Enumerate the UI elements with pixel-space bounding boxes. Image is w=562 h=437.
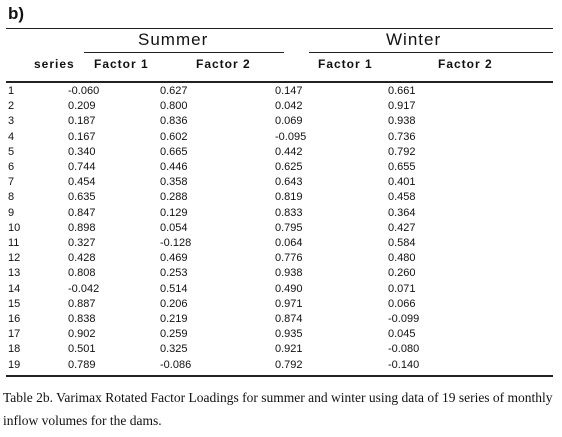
series-number: 8 [8,191,15,204]
summer-factor2-value: 0.800 [160,100,188,113]
winter-factor1-value: 0.833 [275,206,303,219]
table-row [8,221,553,236]
winter-factor1-header: Factor 1 [318,57,373,71]
winter-factor2-value: 0.792 [388,145,416,158]
table-caption: Table 2b. Varimax Rotated Factor Loadings for summer and winter using data of 19 series of monthly inflow volumes for the dams. [3,390,553,428]
table-row [8,175,553,190]
summer-factor1-value: -0.060 [68,85,100,97]
winter-factor1-value: 0.490 [275,282,303,295]
table-row [8,190,553,205]
summer-group-rule [84,52,284,53]
summer-factor2-header: Factor 2 [196,57,251,71]
winter-factor2-value: 0.917 [388,100,416,113]
winter-factor1-value: 0.625 [275,161,303,174]
table-row [8,160,553,175]
winter-factor1-value: 0.042 [275,100,303,113]
table-row [8,297,553,312]
winter-factor2-value: 0.427 [388,221,416,234]
series-number: 18 [8,343,21,356]
summer-factor1-header: Factor 1 [94,57,149,71]
table-row [8,282,553,297]
series-number: 11 [8,237,20,250]
summer-factor1-value: 0.340 [68,145,96,158]
winter-factor2-value: 0.584 [388,237,416,250]
series-number: 19 [8,358,21,371]
summer-factor1-value: 0.887 [68,297,96,310]
winter-factor2-value: 0.480 [388,252,416,265]
winter-factor1-value: 0.792 [275,358,303,371]
winter-factor1-value: 0.069 [275,115,303,128]
summer-factor2-value: -0.128 [160,237,192,250]
series-number: 1 [8,85,15,97]
table-row [8,145,553,160]
table-bottom-rule [6,375,553,377]
winter-factor2-header: Factor 2 [438,57,493,71]
table-row [8,206,553,221]
table-row [8,312,553,327]
summer-factor2-value: 0.836 [160,115,188,128]
series-number: 14 [8,282,21,295]
series-column-header: series [34,57,75,71]
table-row [8,99,553,114]
winter-factor1-value: 0.064 [275,237,303,250]
winter-factor2-value: 0.045 [388,328,416,341]
winter-factor1-value: 0.795 [275,221,303,234]
summer-factor1-value: 0.808 [68,267,96,280]
series-number: 17 [8,328,21,341]
summer-factor2-value: 0.446 [160,161,188,174]
winter-factor1-value: 0.921 [275,343,303,356]
summer-factor2-value: 0.054 [160,221,188,234]
series-number: 7 [8,176,15,189]
summer-factor2-value: 0.288 [160,191,188,204]
series-number: 13 [8,267,21,280]
summer-factor1-value: 0.898 [68,221,96,234]
summer-factor1-value: 0.428 [68,252,96,265]
series-number: 4 [8,130,15,143]
header-bottom-rule [6,81,553,83]
winter-factor1-value: 0.935 [275,328,303,341]
series-number: 12 [8,252,21,265]
summer-factor2-value: 0.253 [160,267,188,280]
series-number: 6 [8,161,15,174]
summer-factor2-value: 0.358 [160,176,188,189]
winter-factor2-value: 0.066 [388,297,416,310]
summer-factor1-value: 0.167 [68,130,96,143]
summer-factor1-value: 0.187 [68,115,96,128]
table-top-rule [6,28,553,29]
summer-factor1-value: 0.744 [68,161,96,174]
winter-factor2-value: 0.655 [388,161,416,174]
winter-group-title: Winter [386,30,442,49]
table-row [8,266,553,281]
winter-factor1-value: 0.938 [275,267,303,280]
winter-factor1-value: 0.819 [275,191,303,204]
winter-factor1-value: -0.095 [275,130,307,143]
summer-factor1-value: -0.042 [68,282,100,295]
summer-factor1-value: 0.454 [68,176,96,189]
winter-factor1-value: 0.643 [275,176,303,189]
summer-factor2-value: -0.086 [160,358,192,371]
table-row [8,84,553,99]
winter-factor2-value: -0.140 [388,358,420,371]
summer-factor2-value: 0.219 [160,313,188,326]
table-row [8,114,553,129]
table-row [8,130,553,145]
series-number: 16 [8,313,21,326]
summer-factor1-value: 0.902 [68,328,96,341]
summer-factor1-value: 0.327 [68,237,96,250]
summer-factor2-value: 0.665 [160,145,188,158]
factor-loadings-table [8,84,553,373]
table-body [8,84,553,373]
winter-factor2-value: 0.401 [388,176,416,189]
series-number: 5 [8,145,15,158]
summer-factor2-value: 0.514 [160,282,188,295]
summer-group-title: Summer [138,30,209,49]
summer-factor2-value: 0.627 [160,85,188,97]
table-row [8,342,553,357]
summer-factor1-value: 0.838 [68,313,96,326]
table-row [8,358,553,373]
winter-factor2-value: 0.458 [388,191,416,204]
series-number: 3 [8,115,15,128]
winter-factor1-value: 0.971 [275,297,303,310]
winter-factor2-value: -0.080 [388,343,420,356]
winter-factor1-value: 0.147 [275,85,303,97]
panel-label: b) [8,4,25,23]
summer-factor2-value: 0.206 [160,297,188,310]
winter-group-rule [309,52,553,53]
summer-factor1-value: 0.209 [68,100,96,113]
winter-factor2-value: -0.099 [388,313,420,326]
summer-factor1-value: 0.501 [68,343,96,356]
summer-factor2-value: 0.325 [160,343,188,356]
table-row [8,327,553,342]
series-number: 10 [8,221,21,234]
series-number: 2 [8,100,15,113]
winter-factor1-value: 0.442 [275,145,303,158]
summer-factor2-value: 0.129 [160,206,188,219]
winter-factor2-value: 0.736 [388,130,416,143]
winter-factor1-value: 0.776 [275,252,303,265]
series-number: 9 [8,206,15,219]
winter-factor2-value: 0.071 [388,282,416,295]
winter-factor1-value: 0.874 [275,313,303,326]
summer-factor2-value: 0.259 [160,328,188,341]
winter-factor2-value: 0.260 [388,267,416,280]
winter-factor2-value: 0.661 [388,85,416,97]
table-row [8,251,553,266]
table-row [8,236,553,251]
summer-factor1-value: 0.789 [68,358,96,371]
winter-factor2-value: 0.938 [388,115,416,128]
summer-factor1-value: 0.847 [68,206,96,219]
winter-factor2-value: 0.364 [388,206,416,219]
summer-factor2-value: 0.602 [160,130,188,143]
series-number: 15 [8,297,21,310]
summer-factor1-value: 0.635 [68,191,96,204]
summer-factor2-value: 0.469 [160,252,188,265]
